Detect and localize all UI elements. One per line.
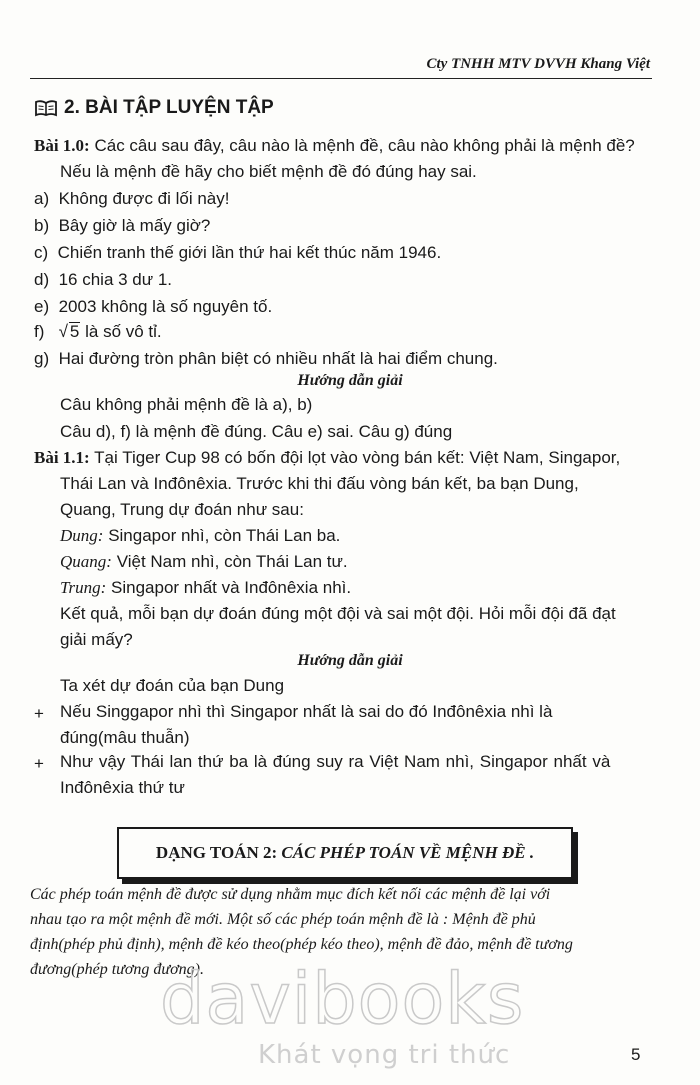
intro-line: định(phép phủ định), mệnh đề kéo theo(phép kéo theo), mệnh đề đảo, mệnh đề tương [30,936,573,953]
intro-line: đương(phép tương đương). [30,961,204,978]
item-text: Hai đường tròn phân biệt có nhiều nhất là hai điểm chung. [58,349,498,368]
answer-line: Câu không phải mệnh đề là a), b) [60,395,313,414]
list-item [34,189,229,209]
item-key: c) [34,243,49,262]
bullet-plus: + [34,704,44,723]
radicand: 5 [69,322,80,341]
sqrt-symbol: √ [58,322,68,341]
dang-toan-title: CÁC PHÉP TOÁN VỀ MỆNH ĐỀ . [281,843,535,862]
open-book-icon [34,99,58,117]
bai11-text: Tại Tiger Cup 98 có bốn đội lọt vào vòng bán kết: Việt Nam, Singapor, [94,448,621,467]
item-text: 16 chia 3 dư 1. [58,270,173,289]
bai11-line1 [34,448,620,468]
intro-line: Các phép toán mệnh đề được sử dụng nhằm mục đích kết nối các mệnh đề lại với [30,886,551,903]
guide-title: Hướng dẫn giải [297,372,403,389]
header-rule [30,78,652,79]
watermark-brand: davibooks [160,958,525,1040]
question-line: giải mấy? [60,630,133,649]
bai10-line1 [34,136,635,156]
bai10-line2: Nếu là mệnh đề hãy cho biết mệnh đề đó đúng hay sai. [60,162,477,181]
bai10-label: Bài 1.0: [34,136,90,155]
list-item [34,243,441,263]
item-text: là số vô tỉ. [85,322,162,341]
item-text: Bây giờ là mấy giờ? [58,216,211,235]
page-number: 5 [631,1045,641,1064]
guide-title: Hướng dẫn giải [297,652,403,669]
bullet2-line1: Như vậy Thái lan thứ ba là đúng suy ra Việt Nam nhì, Singapor nhất và [60,752,611,771]
item-text: Chiến tranh thế giới lần thứ hai kết thúc năm 1946. [57,243,442,262]
section-title-text: 2. BÀI TẬP LUYỆN TẬP [64,97,274,118]
bai11-line2: Thái Lan và Inđônêxia. Trước khi thi đấu vòng bán kết, ba bạn Dung, [60,474,579,493]
list-item [34,270,172,290]
bullet2-line2: Inđônêxia thứ tư [60,778,185,797]
item-key: e) [34,297,50,316]
prediction-name: Trung: [60,578,107,597]
dang-toan-prefix: DẠNG TOÁN 2: [155,843,278,862]
dang-toan-box [117,827,573,879]
prediction-row [60,578,351,598]
section-title [34,97,274,119]
list-item [34,349,498,369]
list-item [34,297,272,317]
page-header: Cty TNHH MTV DVVH Khang Việt [426,56,650,72]
prediction-text: Singapor nhì, còn Thái Lan ba. [108,526,341,545]
prediction-name: Quang: [60,552,112,571]
item-key: d) [34,270,50,289]
prediction-row [60,552,348,572]
intro-line: nhau tạo ra một mệnh đề mới. Một số các phép toán mệnh đề là : Mệnh đề phủ [30,911,536,928]
question-line: Kết quả, mỗi bạn dự đoán đúng một đội và sai một đội. Hỏi mỗi đội đã đạt [60,604,616,623]
prediction-text: Việt Nam nhì, còn Thái Lan tư. [116,552,348,571]
prediction-text: Singapor nhất và Inđônêxia nhì. [111,578,352,597]
item-text: 2003 không là số nguyên tố. [58,297,273,316]
item-key: f) [34,322,45,341]
item-key: g) [34,349,50,368]
bai10-text: Các câu sau đây, câu nào là mệnh đề, câu nào không phải là mệnh đề? [94,136,635,155]
answer-line: Câu d), f) là mệnh đề đúng. Câu e) sai. Câu g) đúng [60,422,453,441]
watermark-slogan: Khát vọng tri thức [258,1040,511,1070]
solution-intro: Ta xét dự đoán của bạn Dung [60,676,285,695]
item-key: b) [34,216,50,235]
list-item [34,322,162,342]
prediction-name: Dung: [60,526,104,545]
list-item [34,216,210,236]
item-text: Không được đi lối này! [58,189,230,208]
bullet-plus: + [34,754,44,773]
bai11-label: Bài 1.1: [34,448,90,467]
item-key: a) [34,189,50,208]
bullet1-line1: Nếu Singgapor nhì thì Singapor nhất là sai do đó Inđônêxia nhì là [60,702,553,721]
bullet1-line2: đúng(mâu thuẫn) [60,728,190,747]
bai11-line3: Quang, Trung dự đoán như sau: [60,500,304,519]
prediction-row [60,526,340,546]
